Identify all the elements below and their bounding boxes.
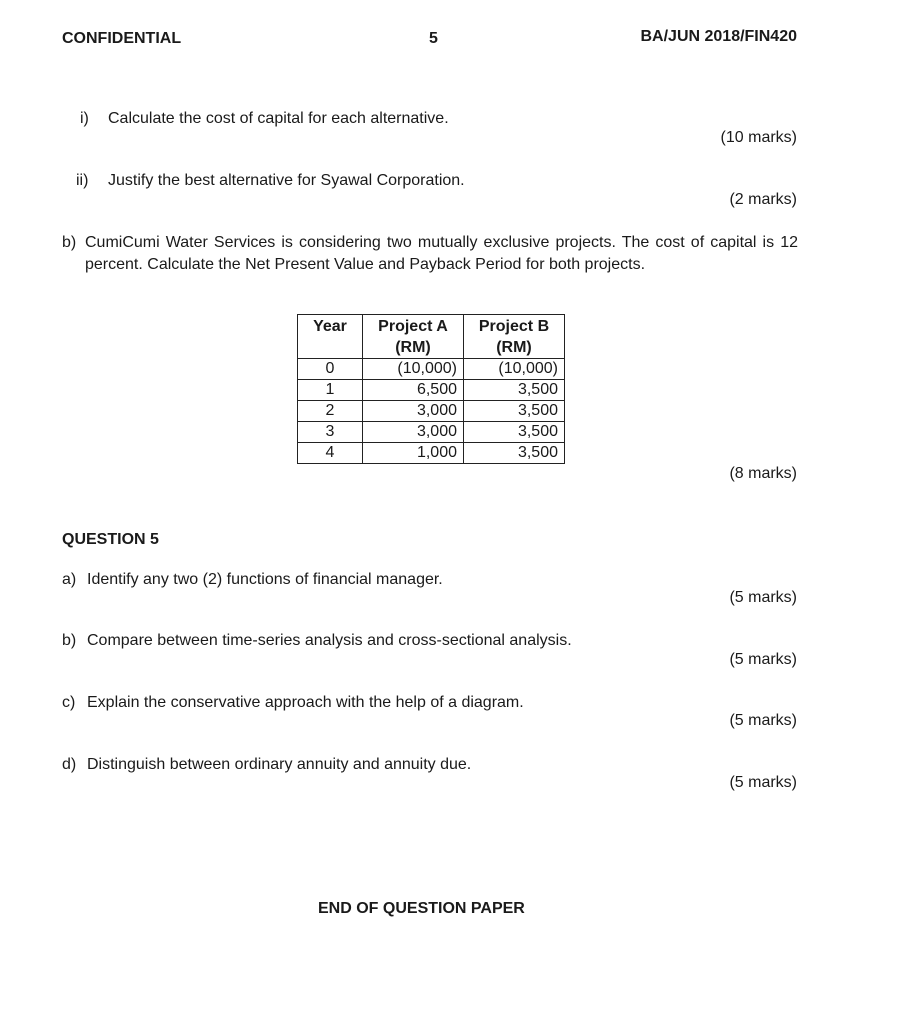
q5-item-a-text: Identify any two (2) functions of financial manager. (87, 571, 443, 588)
q5-item-d-label: d) (62, 756, 77, 773)
header-confidential: CONFIDENTIAL (62, 30, 182, 47)
question-b-text: CumiCumi Water Services is considering two mutually exclusive projects. The cost of capital is 12 percent. Calculate the Net Present Value and Payback Period for both projects. (85, 234, 798, 273)
table-header-project-b: Project B (RM) (464, 315, 565, 359)
q5-item-b-label: b) (62, 632, 77, 649)
table-cell-year: 4 (298, 443, 363, 464)
table-cell-project-b: (10,000) (464, 359, 565, 380)
table-header-year: Year (298, 315, 363, 359)
table-row (298, 422, 565, 443)
table-header-project-a: Project A (RM) (363, 315, 464, 359)
page-number: 5 (429, 30, 438, 47)
question-b-marks: (8 marks) (729, 465, 797, 482)
subquestion-i-text: Calculate the cost of capital for each alternative. (108, 110, 449, 127)
table-cell-year: 1 (298, 380, 363, 401)
table-row (298, 401, 565, 422)
table-header-row (298, 315, 565, 359)
table-cell-project-b: 3,500 (464, 422, 565, 443)
table-row (298, 443, 565, 464)
subquestion-ii-marks: (2 marks) (729, 191, 797, 208)
table-cell-year: 0 (298, 359, 363, 380)
paper-code: BA/JUN 2018/FIN420 (640, 28, 797, 45)
subquestion-ii-text: Justify the best alternative for Syawal Corporation. (108, 172, 465, 189)
q5-item-b-marks: (5 marks) (729, 651, 797, 668)
question-b-label: b) (62, 234, 77, 251)
question-b (62, 232, 798, 276)
table-cell-project-a: 1,000 (363, 443, 464, 464)
q5-item-c-label: c) (62, 694, 76, 711)
q5-item-d-text: Distinguish between ordinary annuity and annuity due. (87, 756, 472, 773)
subquestion-i-label: i) (80, 110, 89, 127)
subquestion-i-marks: (10 marks) (720, 129, 797, 146)
table-cell-year: 3 (298, 422, 363, 443)
table-cell-project-b: 3,500 (464, 380, 565, 401)
table-cell-year: 2 (298, 401, 363, 422)
question-5-title: QUESTION 5 (62, 531, 159, 548)
table-cell-project-a: 6,500 (363, 380, 464, 401)
table-cell-project-a: (10,000) (363, 359, 464, 380)
table-row (298, 380, 565, 401)
table-cell-project-b: 3,500 (464, 443, 565, 464)
table-cell-project-a: 3,000 (363, 401, 464, 422)
cash-flow-table (297, 314, 565, 464)
q5-item-b-text: Compare between time-series analysis and cross-sectional analysis. (87, 632, 572, 649)
q5-item-c-text: Explain the conservative approach with the help of a diagram. (87, 694, 524, 711)
end-of-paper: END OF QUESTION PAPER (318, 900, 525, 917)
subquestion-ii-label: ii) (76, 172, 89, 189)
q5-item-d-marks: (5 marks) (729, 774, 797, 791)
table-row (298, 359, 565, 380)
q5-item-a-marks: (5 marks) (729, 589, 797, 606)
table-cell-project-b: 3,500 (464, 401, 565, 422)
table-cell-project-a: 3,000 (363, 422, 464, 443)
q5-item-c-marks: (5 marks) (729, 712, 797, 729)
q5-item-a-label: a) (62, 571, 77, 588)
